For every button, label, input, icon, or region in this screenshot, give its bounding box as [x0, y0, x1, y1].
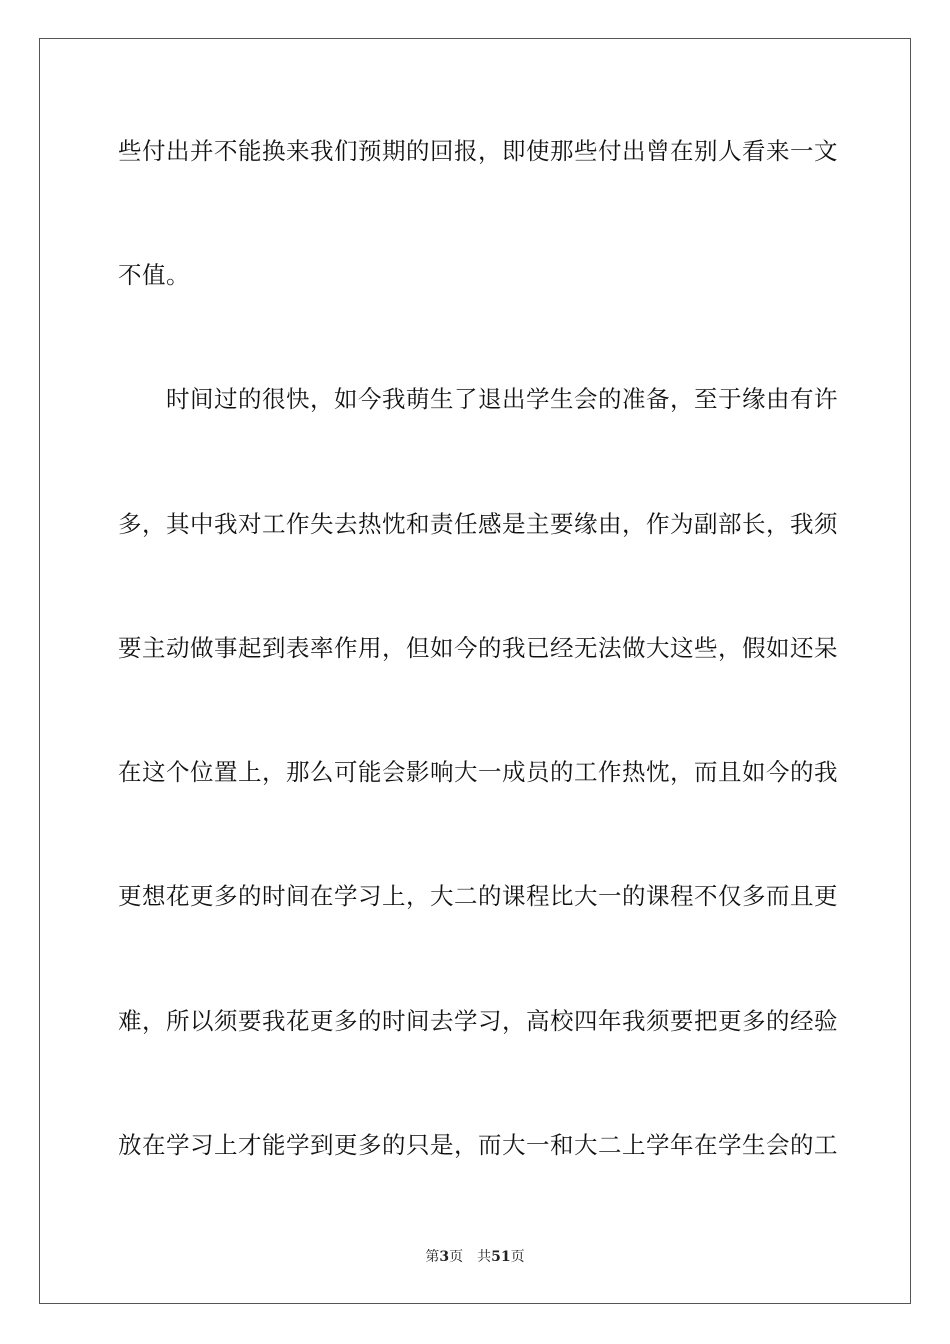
text-line-8: 难，所以须要我花更多的时间去学习，高校四年我须要把更多的经验 [118, 1007, 838, 1035]
text-line-1: 些付出并不能换来我们预期的回报，即使那些付出曾在别人看来一文 [118, 137, 838, 165]
page-prefix: 第 [425, 1249, 440, 1265]
text-line-5: 要主动做事起到表率作用，但如今的我已经无法做大这些，假如还呆 [118, 634, 838, 662]
page-footer [0, 1248, 950, 1266]
page-frame [39, 38, 911, 1304]
text-line-4: 多，其中我对工作失去热忱和责任感是主要缘由，作为副部长，我须 [118, 510, 838, 538]
total-unit: 页 [510, 1249, 525, 1265]
page-current: 3 [439, 1249, 450, 1265]
text-line-9: 放在学习上才能学到更多的只是，而大一和大二上学年在学生会的工 [118, 1131, 838, 1159]
page-unit: 页 [449, 1249, 464, 1265]
text-line-2: 不值。 [118, 261, 190, 289]
text-line-3: 时间过的很快，如今我萌生了退出学生会的准备，至于缘由有许 [166, 385, 838, 413]
page-total: 51 [491, 1249, 511, 1265]
text-line-7: 更想花更多的时间在学习上，大二的课程比大一的课程不仅多而且更 [118, 882, 838, 910]
text-line-6: 在这个位置上，那么可能会影响大一成员的工作热忱，而且如今的我 [118, 758, 838, 786]
total-prefix: 共 [477, 1249, 492, 1265]
